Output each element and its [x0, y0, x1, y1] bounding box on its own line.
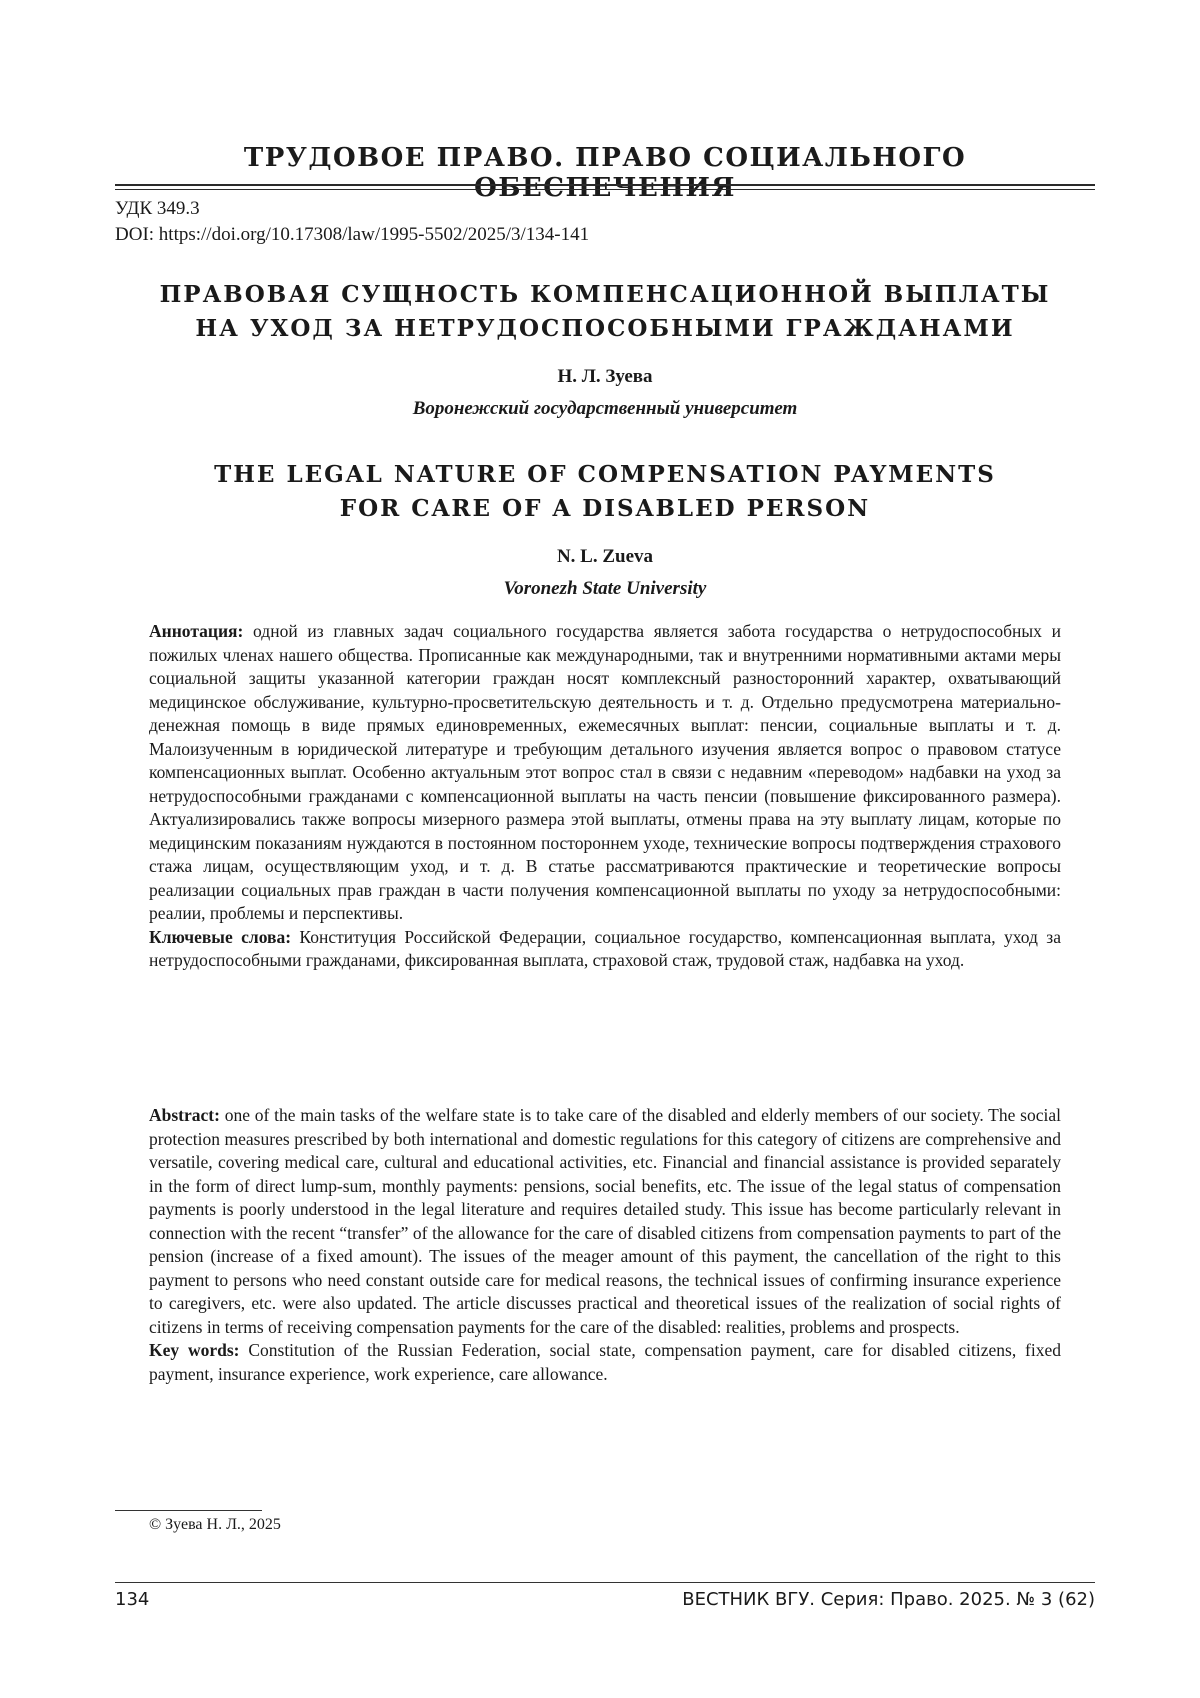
- title-ru-line-2: НА УХОД ЗА НЕТРУДОСПОСОБНЫМИ ГРАЖДАНАМИ: [195, 315, 1015, 342]
- keywords-ru-label: Ключевые слова:: [149, 926, 292, 947]
- keywords-ru-paragraph: [149, 926, 1061, 973]
- page-number: 134: [115, 1589, 150, 1610]
- doi-link[interactable]: DOI: https://doi.org/10.17308/law/1995-5502/2025/3/134-141: [115, 224, 590, 245]
- author-en: N. L. Zueva: [556, 546, 654, 567]
- article-page: [115, 0, 1095, 1698]
- article-title-ru: [115, 278, 1095, 346]
- abstract-en-text: one of the main tasks of the welfare state is to take care of the disabled and elderly members of our society. The social protection measures prescribed by both international and domestic regulations for this category of citizens are comprehensive and versatile, covering medical care, cultural and educational activities, etc. Financial and financial assistance is provided separately in the form of direct lump-sum, monthly payments: pensions, social benefits, etc. The issue of the legal status of compensation payments is poorly understood in the legal literature and requires detailed study. This issue has become particularly relevant in connection with the recent “transfer” of the allowance for the care of disabled citizens from compensation payments to part of the pension (increase of a fixed amount). The issues of the meager amount of this payment, the cancellation of the right to this payment to persons who need constant outside care for medical reasons, the technical issues of confirming insurance experience to caregivers, etc. were also updated. The article discusses practical and theoretical issues of the realization of social rights of citizens in terms of receiving compensation payments for the care of the disabled: realities, problems and prospects.: [149, 1105, 1061, 1337]
- abstract-ru: [149, 620, 1061, 973]
- affiliation-en: Voronezh State University: [503, 578, 707, 599]
- keywords-en-text: Constitution of the Russian Federation, social state, compensation payment, care for disabled citizens, fixed payment, insurance experience, work experience, care allowance.: [149, 1340, 1062, 1384]
- section-heading: ТРУДОВОЕ ПРАВО. ПРАВО СОЦИАЛЬНОГО ОБЕСПЕЧЕНИЯ: [243, 143, 967, 203]
- journal-name: ВЕСТНИК ВГУ. Серия: Право. 2025. № 3 (62): [682, 1589, 1095, 1610]
- keywords-en-label: Key words:: [149, 1340, 240, 1360]
- footnote-rule: [115, 1510, 262, 1511]
- abstract-ru-label: Аннотация:: [149, 621, 244, 641]
- affiliation-ru: Воронежский государственный университет: [412, 398, 798, 419]
- keywords-en-paragraph: [149, 1339, 1061, 1386]
- keywords-ru-text: Конституция Российской Федерации, социальное государство, компенсационная выплата, уход за нетрудоспособными гражданами, фиксированная выплата, страховой стаж, трудовой стаж, надбавка на уход.: [149, 926, 1061, 970]
- abstract-ru-paragraph: [149, 620, 1061, 926]
- title-ru-line-1: ПРАВОВАЯ СУЩНОСТЬ КОМПЕНСАЦИОННОЙ ВЫПЛАТЫ: [159, 281, 1051, 308]
- udk-code: УДК 349.3: [115, 198, 200, 219]
- abstract-en-label: Abstract:: [149, 1105, 220, 1125]
- author-ru: Н. Л. Зуева: [557, 366, 653, 387]
- article-title-en: [115, 458, 1095, 526]
- header-rule: [115, 184, 1095, 186]
- title-en-line-2: FOR CARE OF A DISABLED PERSON: [339, 495, 871, 522]
- title-en-line-1: THE LEGAL NATURE OF COMPENSATION PAYMENTS: [214, 461, 996, 488]
- abstract-ru-text: одной из главных задач социального государства является забота государства о нетрудоспособных и пожилых членах нашего общества. Прописанные как международными, так и внутренними нормативными актами меры социальной защиты указанной категории граждан носят комплексный разносторонний характер, охватывающий медицинское обслуживание, культурно-просветительскую деятельность и т. д. Отдельно предусмотрена материально-денежная помощь в виде прямых единовременных, ежемесячных выплат: пенсии, социальные выплаты и т. д. Малоизученным в юридической литературе и требующим детального изучения является вопрос о правовом статусе компенсационных выплат. Особенно актуальным этот вопрос стал в связи с недавним «переводом» надбавки на уход за нетрудоспособными гражданами с компенсационной выплаты на часть пенсии (повышение фиксированного размера). Актуализировались также вопросы мизерного размера этой выплаты, отмены права на эту выплату лицам, которые по медицинским показаниям нуждаются в постоянном постороннем уходе, технические вопросы подтверждения страхового стажа лицам, осуществляющим уход, и т. д. В статье рассматриваются практические и теоретические вопросы реализации социальных прав граждан в части получения компенсационной выплаты по уходу за нетрудоспособными: реалии, проблемы и перспективы.: [149, 621, 1061, 923]
- header-rule-thin: [115, 189, 1095, 190]
- abstract-en-paragraph: [149, 1104, 1061, 1339]
- footer-rule: [115, 1582, 1095, 1583]
- abstract-en: [149, 1104, 1061, 1386]
- copyright-footnote: © Зуева Н. Л., 2025: [149, 1516, 281, 1533]
